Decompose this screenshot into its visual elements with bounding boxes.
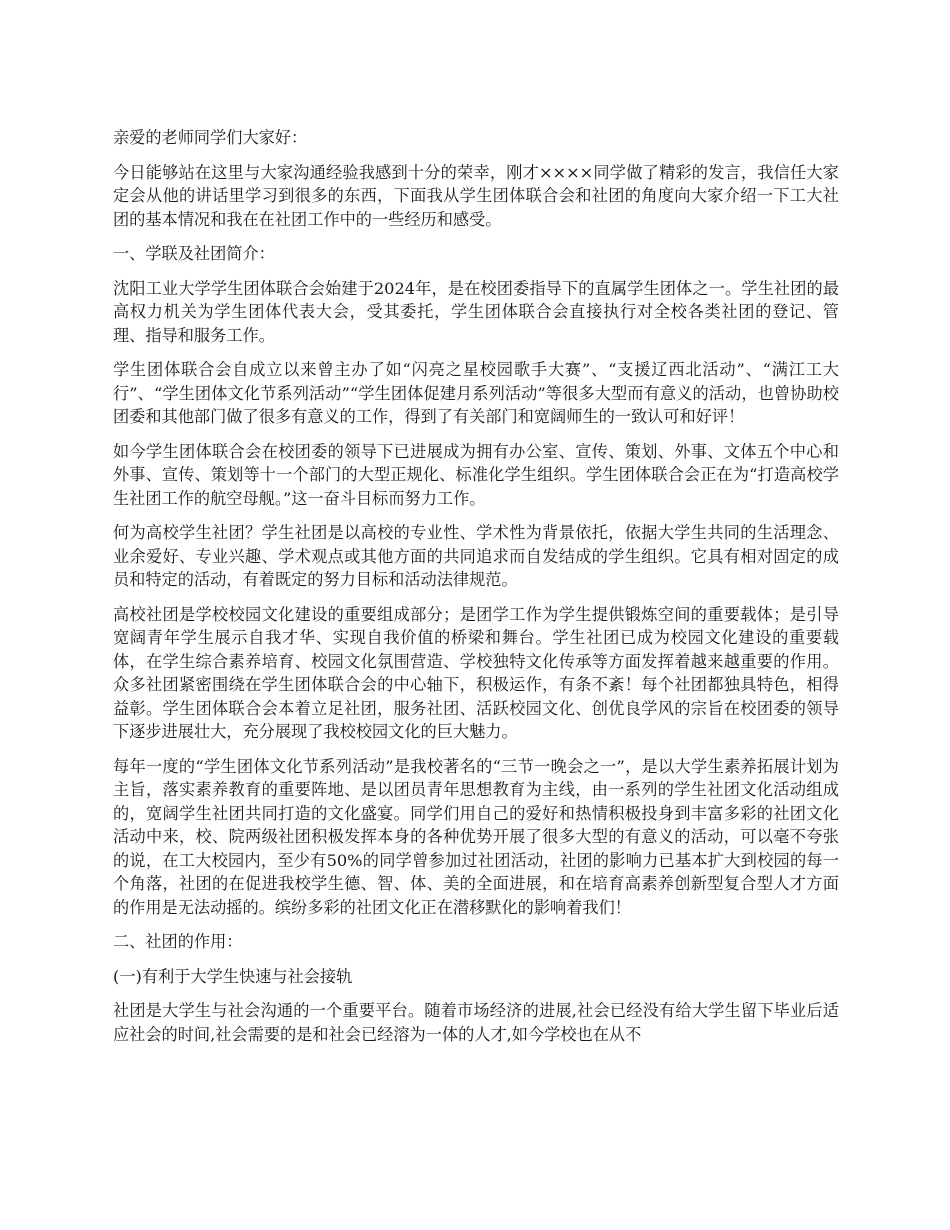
paragraph-importance: 高校社团是学校校园文化建设的重要组成部分；是团学工作为学生提供锻炼空间的重要载体；是引导宽阔青年学生展示自我才华、实现自我价值的桥梁和舞台。学生社团已成为校园文化建设的重要载体，在学生综合素养培育、校园文化氛围营造、学校独特文化传承等方面发挥着越来越重要的作用。众多社团紧密围绕在学生团体联合会的中心轴下，积极运作，有条不紊！每个社团都独具特色，相得益彰。学生团体联合会本着立足社团，服务社团、活跃校园文化、创优良学风的宗旨在校团委的领导下逐步进展壮大，充分展现了我校校园文化的巨大魅力。 bbox=[113, 604, 839, 741]
greeting: 亲爱的老师同学们大家好： bbox=[113, 128, 308, 147]
paragraph-festival: 每年一度的“学生团体文化节系列活动”是我校著名的“三节一晚会之一”，是以大学生素养拓展计划为主旨，落实素养教育的重要阵地、是以团员青年思想教育为主线，由一系列的学生社团文化活动组成的，宽阔学生社团共同打造的文化盛宴。同学们用自己的爱好和热情积极投身到丰富多彩的社团文化活动中来，校、院两级社团积极发挥本身的各种优势开展了很多大型的有意义的活动，可以毫不夸张的说，在工大校园内，至少有50%的同学曾参加过社团活动，社团的影响力已基本扩大到校园的每一个角落，社团的在促进我校学生德、智、体、美的全面进展，和在培育高素养创新型复合型人才方面的作用是无法动摇的。缤纷多彩的社团文化正在潜移默化的影响着我们！ bbox=[113, 756, 839, 917]
paragraph-founding: 沈阳工业大学学生团体联合会始建于2024年，是在校团委指导下的直属学生团体之一。学生社团的最高权力机关为学生团体代表大会，受其委托，学生团体联合会直接执行对全校各类社团的登记、管理、指导和服务工作。 bbox=[113, 278, 839, 345]
paragraph-intro: 今日能够站在这里与大家沟通经验我感到十分的荣幸，刚才××××同学做了精彩的发言，我信任大家定会从他的讲话里学习到很多的东西，下面我从学生团体联合会和社团的角度向大家介绍一下工大社团的基本情况和我在在社团工作中的一些经历和感受。 bbox=[113, 162, 839, 229]
paragraph-organization: 如今学生团体联合会在校团委的领导下已进展成为拥有办公室、宣传、策划、外事、文体五个中心和外事、宣传、策划等十一个部门的大型正规化、标准化学生组织。学生团体联合会正在为“打造高校学生社团工作的航空母舰。”这一奋斗目标而努力工作。 bbox=[113, 441, 839, 508]
document-body bbox=[113, 126, 839, 1057]
paragraph-definition: 何为高校学生社团？学生社团是以高校的专业性、学术性为背景依托，依据大学生共同的生活理念、业余爱好、专业兴趣、学术观点或其他方面的共同追求而自发结成的学生组织。它具有相对固定的成员和特定的活动，有着既定的努力目标和活动法律规范。 bbox=[113, 523, 839, 589]
paragraph-society: 社团是大学生与社会沟通的一个重要平台。随着市场经济的进展,社会已经没有给大学生留下毕业后适应社会的时间,社会需要的是和社会已经溶为一体的人才,如今学校也在从不 bbox=[113, 1001, 839, 1044]
paragraph-activities: 学生团体联合会自成立以来曾主办了如“闪亮之星校园歌手大赛”、“支援辽西北活动”、“满江工大行”、“学生团体文化节系列活动”“学生团体促建月系列活动”等很多大型而有意义的活动，也曾协助校团委和其他部门做了很多有意义的工作，得到了有关部门和宽阔师生的一致认可和好评！ bbox=[113, 360, 839, 426]
subsection-heading-1: (一)有利于大学生快速与社会接轨 bbox=[113, 966, 353, 986]
section-heading-1: 一、学联及社团简介： bbox=[113, 244, 275, 263]
section-heading-2: 二、社团的作用： bbox=[113, 932, 243, 951]
